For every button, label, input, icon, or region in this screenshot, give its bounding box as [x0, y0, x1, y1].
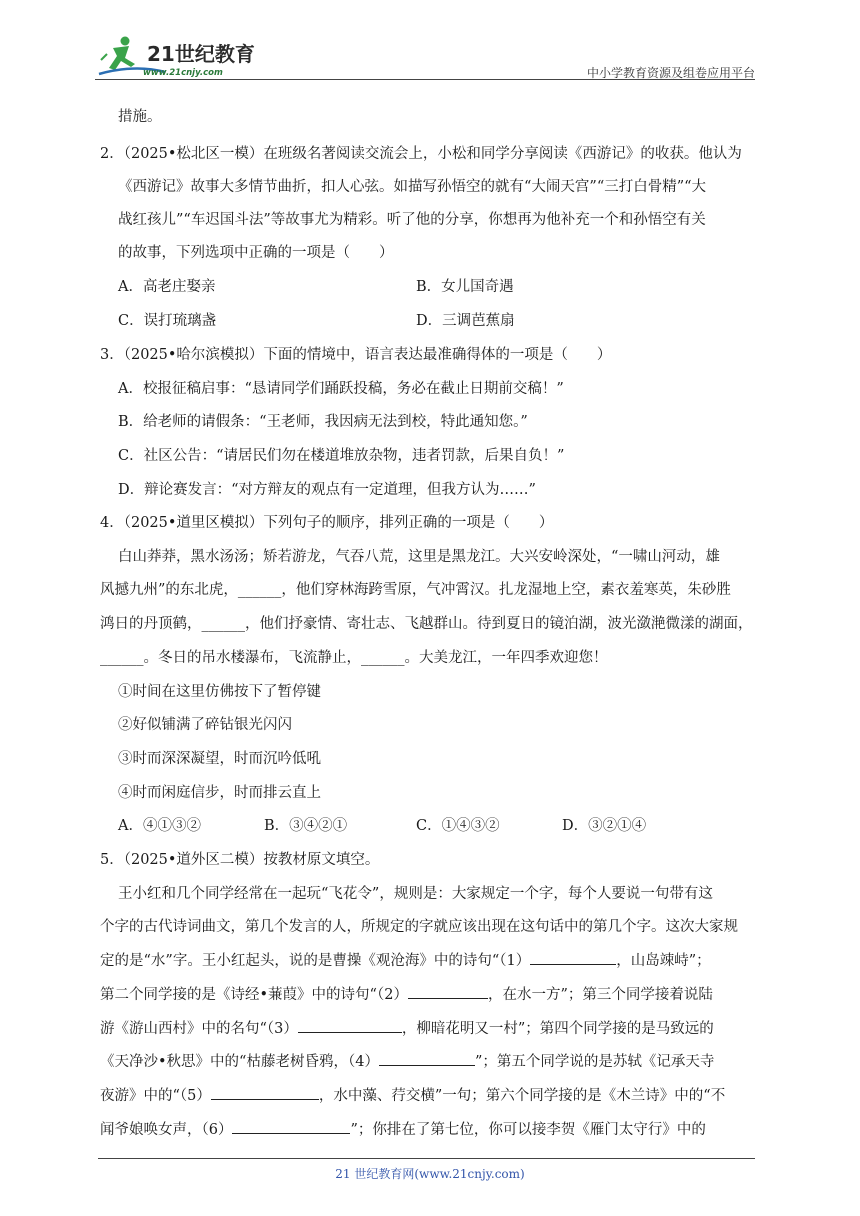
sentence-4: ④时而闲庭信步，时而排云直上 [118, 785, 321, 801]
passage-line: 个字的古代诗词曲文，第几个发言的人，所规定的字就应该出现在这句话中的第几个字。这次大家规 [100, 919, 738, 935]
option-a: A．高老庄娶亲 [118, 279, 216, 295]
option-b: B．给老师的请假条：“王老师，我因病无法到校，特此通知您。” [118, 414, 528, 430]
passage-line: 王小红和几个同学经常在一起玩“飞花令”，规则是：大家规定一个字，每个人要说一句带有这 [118, 886, 713, 902]
option-d: D．辩论赛发言：“对方辩友的观点有一定道理，但我方认为……” [118, 482, 536, 498]
text-line: 措施。 [118, 109, 162, 125]
option-d: D．③②①④ [562, 818, 647, 834]
sentence-2: ②好似铺满了碎钻银光闪闪 [118, 717, 292, 733]
option-c: C．误打琉璃盏 [118, 313, 217, 329]
svg-text:www.21cnjy.com: www.21cnjy.com [143, 68, 223, 78]
answer-blank-4[interactable] [379, 1051, 475, 1066]
passage-line-with-blank-6: 闻爷娘唤女声，（6） ”；你排在了第七位，你可以接李贺《雁门太守行》中的 [100, 1118, 706, 1139]
question-2-stem: 2．（2025•松北区一模）在班级名著阅读交流会上，小松和同学分享阅读《西游记》的收获。他认为 [100, 146, 742, 162]
option-b: B．女儿国奇遇 [416, 279, 514, 295]
site-logo [95, 34, 265, 78]
answer-blank-3[interactable] [298, 1018, 402, 1033]
option-a: A．④①③② [118, 818, 201, 834]
header-divider [95, 79, 755, 80]
option-c: C．①④③② [416, 818, 500, 834]
answer-blank-2[interactable] [408, 984, 488, 999]
question-5-stem: 5．（2025•道外区二模）按教材原文填空。 [100, 852, 380, 868]
text-line: 的故事，下列选项中正确的一项是（ ） [118, 245, 394, 261]
option-d: D．三调芭蕉扇 [416, 313, 515, 329]
text-line: 战红孩儿”“车迟国斗法”等故事尤为精彩。听了他的分享，你想再为他补充一个和孙悟空有关 [118, 212, 706, 228]
question-3-stem: 3．（2025•哈尔滨模拟）下面的情境中，语言表达最准确得体的一项是（ ） [100, 347, 612, 363]
answer-blank-6[interactable] [232, 1119, 350, 1134]
text-line: 《西游记》故事大多情节曲折，扣人心弦。如描写孙悟空的就有“大闹天宫”“三打白骨精”“大 [118, 179, 707, 195]
question-4-stem: 4．（2025•道里区模拟）下列句子的顺序，排列正确的一项是（ ） [100, 515, 554, 531]
svg-text:21世纪教育: 21世纪教育 [147, 42, 255, 66]
option-b: B．③④②① [264, 818, 348, 834]
passage-line-with-blank-4: 《天净沙•秋思》中的“枯藤老树昏鸦，（4） ”；第五个同学说的是苏轼《记承天寺 [100, 1050, 714, 1071]
footer-divider [98, 1158, 755, 1159]
page-header [95, 30, 755, 82]
platform-name: 中小学教育资源及组卷应用平台 [586, 66, 755, 80]
passage-line-with-blank-2: 第二个同学接的是《诗经•蒹葭》中的诗句“（2） ，在水一方”；第三个同学接着说陆 [100, 983, 713, 1004]
sentence-1: ①时间在这里仿佛按下了暂停键 [118, 684, 321, 700]
passage-line-with-blank-3: 游《游山西村》中的名句“（3） ，柳暗花明又一村”；第四个同学接的是马致远的 [100, 1017, 714, 1038]
sentence-3: ③时而深深凝望，时而沉吟低吼 [118, 751, 321, 767]
option-c: C．社区公告：“请居民们勿在楼道堆放杂物，违者罚款，后果自负！” [118, 448, 565, 464]
passage-line-with-blank-5: 夜游》中的“（5） ，水中藻、荇交横”一句；第六个同学接的是《木兰诗》中的“不 [100, 1084, 725, 1105]
passage-line: 风撼九州”的东北虎，______，他们穿林海跨雪原，气冲霄汉。扎龙湿地上空，素衣羞寒英，朱砂胜 [100, 582, 731, 598]
passage-line-with-blank-1: 定的是“水”字。王小红起头，说的是曹操《观沧海》中的诗句“（1） ，山岛竦峙”； [100, 949, 711, 970]
option-a: A．校报征稿启事：“恳请同学们踊跃投稿，务必在截止日期前交稿！” [118, 381, 564, 397]
page-footer[interactable]: 21 世纪教育网(www.21cnjy.com) [335, 1167, 525, 1181]
passage-line: 鸿日的丹顶鹤，______，他们抒豪情、寄壮志、飞越群山。待到夏日的镜泊湖，波光潋滟微漾的湖面， [100, 616, 753, 632]
passage-line: ______。冬日的吊水楼瀑布，飞流静止，______。大美龙江，一年四季欢迎您！ [100, 650, 608, 666]
answer-blank-1[interactable] [530, 950, 616, 965]
passage-line: 白山莽莽，黑水汤汤；矫若游龙，气吞八荒，这里是黑龙江。大兴安岭深处，“一啸山河动，雄 [118, 549, 720, 565]
answer-blank-5[interactable] [211, 1085, 319, 1100]
